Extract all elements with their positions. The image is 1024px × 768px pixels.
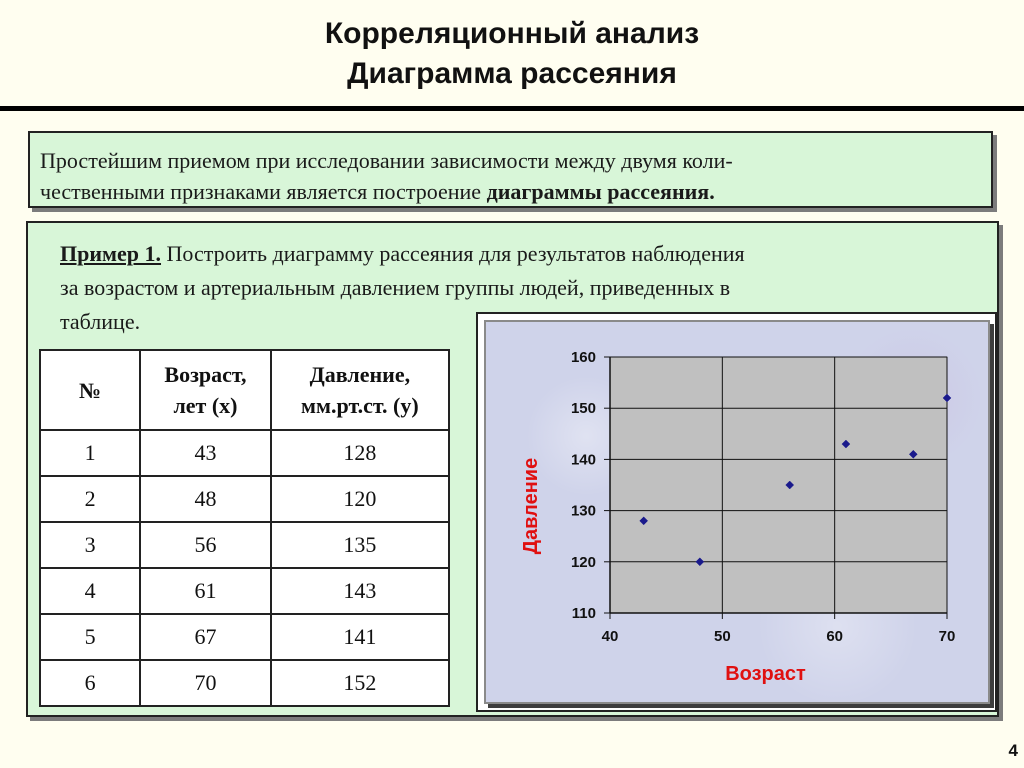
table-row bbox=[40, 430, 449, 476]
cell-number: 3 bbox=[40, 522, 140, 568]
y-tick-label: 160 bbox=[570, 349, 596, 366]
example-line-3: таблице. bbox=[60, 309, 141, 334]
title-line-1: Корреляционный анализ bbox=[324, 17, 700, 50]
header-age-line1: Возраст, bbox=[164, 362, 247, 387]
cell-number: 1 bbox=[40, 430, 140, 476]
x-tick-label: 40 bbox=[601, 628, 619, 645]
y-tick-label: 110 bbox=[571, 605, 596, 622]
cell-age: 67 bbox=[140, 614, 271, 660]
x-tick-label: 70 bbox=[938, 628, 956, 645]
table-row bbox=[40, 614, 449, 660]
plot-area bbox=[610, 357, 947, 613]
x-tick-label: 60 bbox=[826, 628, 844, 645]
cell-age: 56 bbox=[140, 522, 271, 568]
table-row bbox=[40, 660, 449, 706]
cell-age: 70 bbox=[140, 660, 271, 706]
header-age-line2: лет (x) bbox=[173, 393, 238, 418]
title-line-2: Диаграмма рассеяния bbox=[347, 57, 677, 90]
intro-line-1: Простейшим приемом при исследовании зависимости между двумя коли- bbox=[40, 148, 733, 173]
y-tick-label: 130 bbox=[570, 502, 596, 520]
cell-number: 5 bbox=[40, 614, 140, 660]
data-table bbox=[39, 349, 450, 707]
header-pressure bbox=[271, 350, 449, 430]
table-row bbox=[40, 522, 449, 568]
y-axis-label: Давление bbox=[520, 457, 542, 555]
cell-number: 6 bbox=[40, 660, 140, 706]
intro-emphasis: диаграммы рассеяния. bbox=[486, 179, 715, 204]
page-number: 4 bbox=[1008, 741, 1018, 760]
cell-pressure: 143 bbox=[271, 568, 449, 614]
example-line-2: за возрастом и артериальным давлением группы людей, приведенных в bbox=[60, 275, 731, 300]
slide-title bbox=[0, 14, 1024, 94]
example-line-1-text: Построить диаграмму рассеяния для результатов наблюдения bbox=[161, 241, 745, 266]
x-tick-label: 50 bbox=[713, 628, 731, 645]
y-tick-label: 150 bbox=[570, 400, 596, 418]
table-row bbox=[40, 476, 449, 522]
cell-pressure: 120 bbox=[271, 476, 449, 522]
table-row bbox=[40, 568, 449, 614]
intro-line-2-text: чественными признаками является построение bbox=[40, 179, 487, 204]
header-age bbox=[140, 350, 271, 430]
cell-pressure: 152 bbox=[271, 660, 449, 706]
intro-line-2 bbox=[40, 176, 981, 207]
header-pressure-line1: Давление, bbox=[309, 362, 411, 387]
cell-number: 4 bbox=[40, 568, 140, 614]
header-pressure-line2: мм.рт.ст. (y) bbox=[301, 393, 419, 418]
cell-pressure: 135 bbox=[271, 522, 449, 568]
cell-age: 61 bbox=[140, 568, 271, 614]
example-lead: Пример 1. bbox=[60, 241, 162, 266]
cell-number: 2 bbox=[40, 476, 140, 522]
y-tick-label: 120 bbox=[570, 553, 596, 571]
cell-age: 43 bbox=[140, 430, 271, 476]
scatter-chart bbox=[484, 320, 990, 704]
example-line-1 bbox=[60, 237, 960, 271]
table-header-row bbox=[40, 350, 449, 430]
cell-pressure: 128 bbox=[271, 430, 449, 476]
cell-age: 48 bbox=[140, 476, 271, 522]
y-tick-label: 140 bbox=[570, 451, 596, 469]
intro-box bbox=[28, 131, 993, 208]
title-divider bbox=[0, 106, 1024, 111]
x-axis-label: Возраст bbox=[725, 663, 806, 685]
cell-pressure: 141 bbox=[271, 614, 449, 660]
header-number bbox=[40, 350, 140, 430]
header-number-line1: № bbox=[79, 377, 102, 403]
